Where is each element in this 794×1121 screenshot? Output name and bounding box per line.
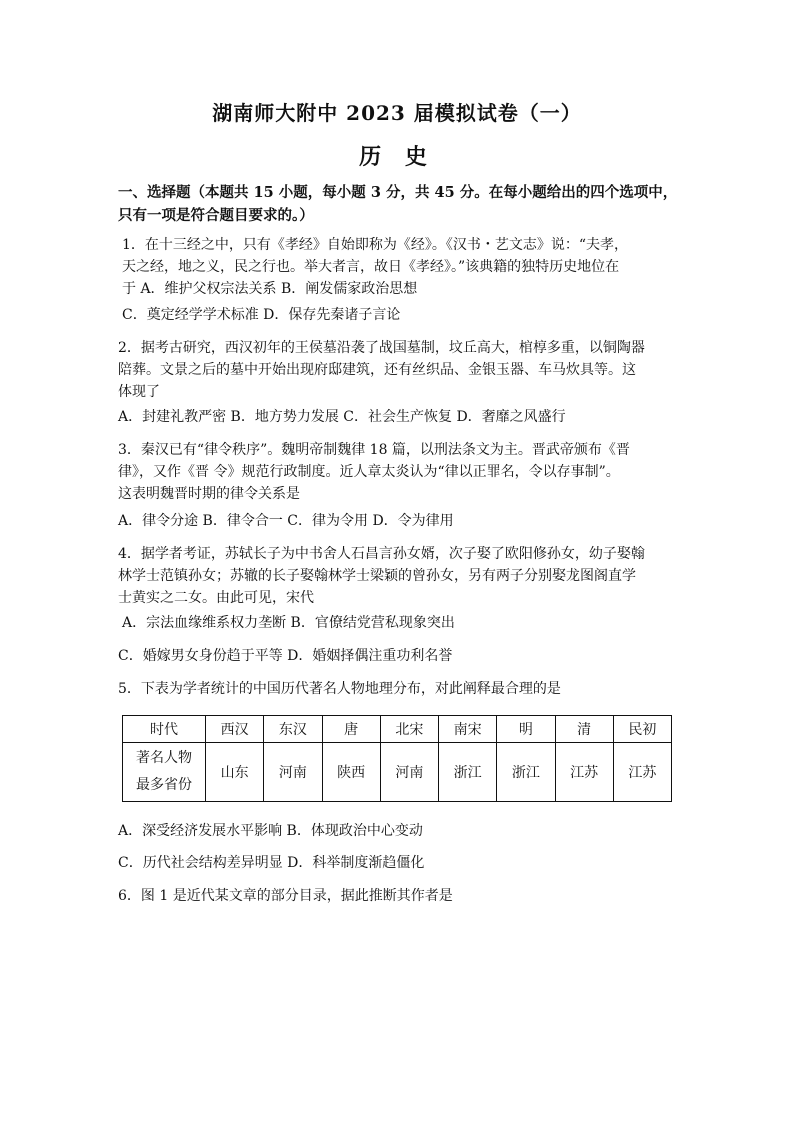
table-header-cell: 唐 bbox=[322, 716, 380, 743]
table-row bbox=[123, 743, 672, 802]
table-cell: 浙江 bbox=[497, 743, 555, 802]
stem-line: 陪葬。文景之后的墓中开始出现府邸建筑，还有丝织品、金银玉器、车马炊具等。这 bbox=[118, 362, 636, 378]
stem-line: 3．秦汉已有“律令秩序”。魏明帝制魏律 18 篇，以刑法条文为主。晋武帝颁布《晋 bbox=[118, 442, 630, 458]
table-header-cell: 清 bbox=[555, 716, 613, 743]
stem-line: 1．在十三经之中，只有《孝经》自始即称为《经》。《汉书・艺文志》说：“夫孝， bbox=[122, 237, 629, 253]
stem-line: 体现了 bbox=[118, 384, 160, 400]
stem-line: 4．据学者考证，苏轼长子为中书舍人石昌言孙女婿，次子娶了欧阳修孙女，幼子娶翰 bbox=[118, 546, 645, 562]
question-4-options: C．婚嫁男女身份趋于平等 D．婚姻择偶注重功利名誉 bbox=[118, 648, 453, 664]
table-header-cell: 民初 bbox=[613, 716, 671, 743]
section-line: 一、选择题（本题共 15 小题，每小题 3 分，共 45 分。在每小题给出的四个选项中， bbox=[118, 184, 678, 201]
question-2-stem bbox=[118, 337, 678, 403]
question-5-stem: 5．下表为学者统计的中国历代著名人物地理分布，对此阐释最合理的是 bbox=[118, 681, 561, 697]
stem-line: 于 A．维护父权宗法关系 B．阐发儒家政治思想 bbox=[122, 281, 418, 297]
stem-line: 士黄实之二女。由此可见，宋代 bbox=[118, 590, 314, 606]
table-row bbox=[123, 716, 672, 743]
subject-heading: 历 史 bbox=[359, 144, 435, 170]
question-3-stem bbox=[118, 439, 678, 505]
table-header-cell: 时代 bbox=[123, 716, 206, 743]
table-header-cell: 南宋 bbox=[439, 716, 497, 743]
question-4-stem bbox=[118, 543, 678, 609]
question-4-options: A．宗法血缘维系权力垄断 B．官僚结党营私现象突出 bbox=[122, 615, 455, 631]
table-header-cell: 西汉 bbox=[206, 716, 264, 743]
stem-line: 林学士范镇孙女；苏辙的长子娶翰林学士梁颖的曾孙女，另有两子分别娶龙图阁直学 bbox=[118, 568, 636, 584]
exam-title: 湖南师大附中 2023 届模拟试卷（一） bbox=[212, 101, 582, 125]
table-cell: 河南 bbox=[264, 743, 322, 802]
question-3-options: A．律令分途 B．律令合一 C．律为令用 D．令为律用 bbox=[118, 513, 454, 529]
question-5-options: A．深受经济发展水平影响 B．体现政治中心变动 bbox=[118, 823, 423, 839]
question-2-options: A．封建礼教严密 B．地方势力发展 C．社会生产恢复 D．奢靡之风盛行 bbox=[118, 409, 566, 425]
stem-line: 2．据考古研究，西汉初年的王侯墓沿袭了战国墓制，坟丘高大，棺椁多重，以铜陶器 bbox=[118, 340, 645, 356]
question-1-stem bbox=[122, 234, 682, 300]
question-5-options: C．历代社会结构差异明显 D．科举制度渐趋僵化 bbox=[118, 855, 425, 871]
stem-line: 律》，又作《晋 令》规范行政制度。近人章太炎认为“律以正罪名，令以存事制”。 bbox=[118, 464, 620, 480]
table-cell: 江苏 bbox=[613, 743, 671, 802]
section-line: 只有一项是符合题目要求的。） bbox=[118, 207, 314, 224]
question-6-stem: 6．图 1 是近代某文章的部分目录，据此推断其作者是 bbox=[118, 888, 453, 904]
row-label-line: 著名人物 bbox=[136, 750, 192, 766]
table-cell: 江苏 bbox=[555, 743, 613, 802]
table-row-label bbox=[123, 743, 206, 802]
table-header-cell: 明 bbox=[497, 716, 555, 743]
table-cell: 河南 bbox=[380, 743, 438, 802]
table-header-cell: 东汉 bbox=[264, 716, 322, 743]
table-cell: 浙江 bbox=[439, 743, 497, 802]
stem-line: 这表明魏晋时期的律令关系是 bbox=[118, 486, 300, 502]
table-cell: 山东 bbox=[206, 743, 264, 802]
question-1-options: C．奠定经学学术标准 D．保存先秦诸子言论 bbox=[122, 307, 401, 323]
section-instructions bbox=[118, 181, 678, 227]
stem-line: 天之经，地之义，民之行也。举大者言，故日《孝经》。”该典籍的独特历史地位在 bbox=[122, 259, 620, 275]
table-cell: 陕西 bbox=[322, 743, 380, 802]
table-header-cell: 北宋 bbox=[380, 716, 438, 743]
row-label-line: 最多省份 bbox=[136, 777, 192, 793]
data-table bbox=[122, 715, 672, 802]
